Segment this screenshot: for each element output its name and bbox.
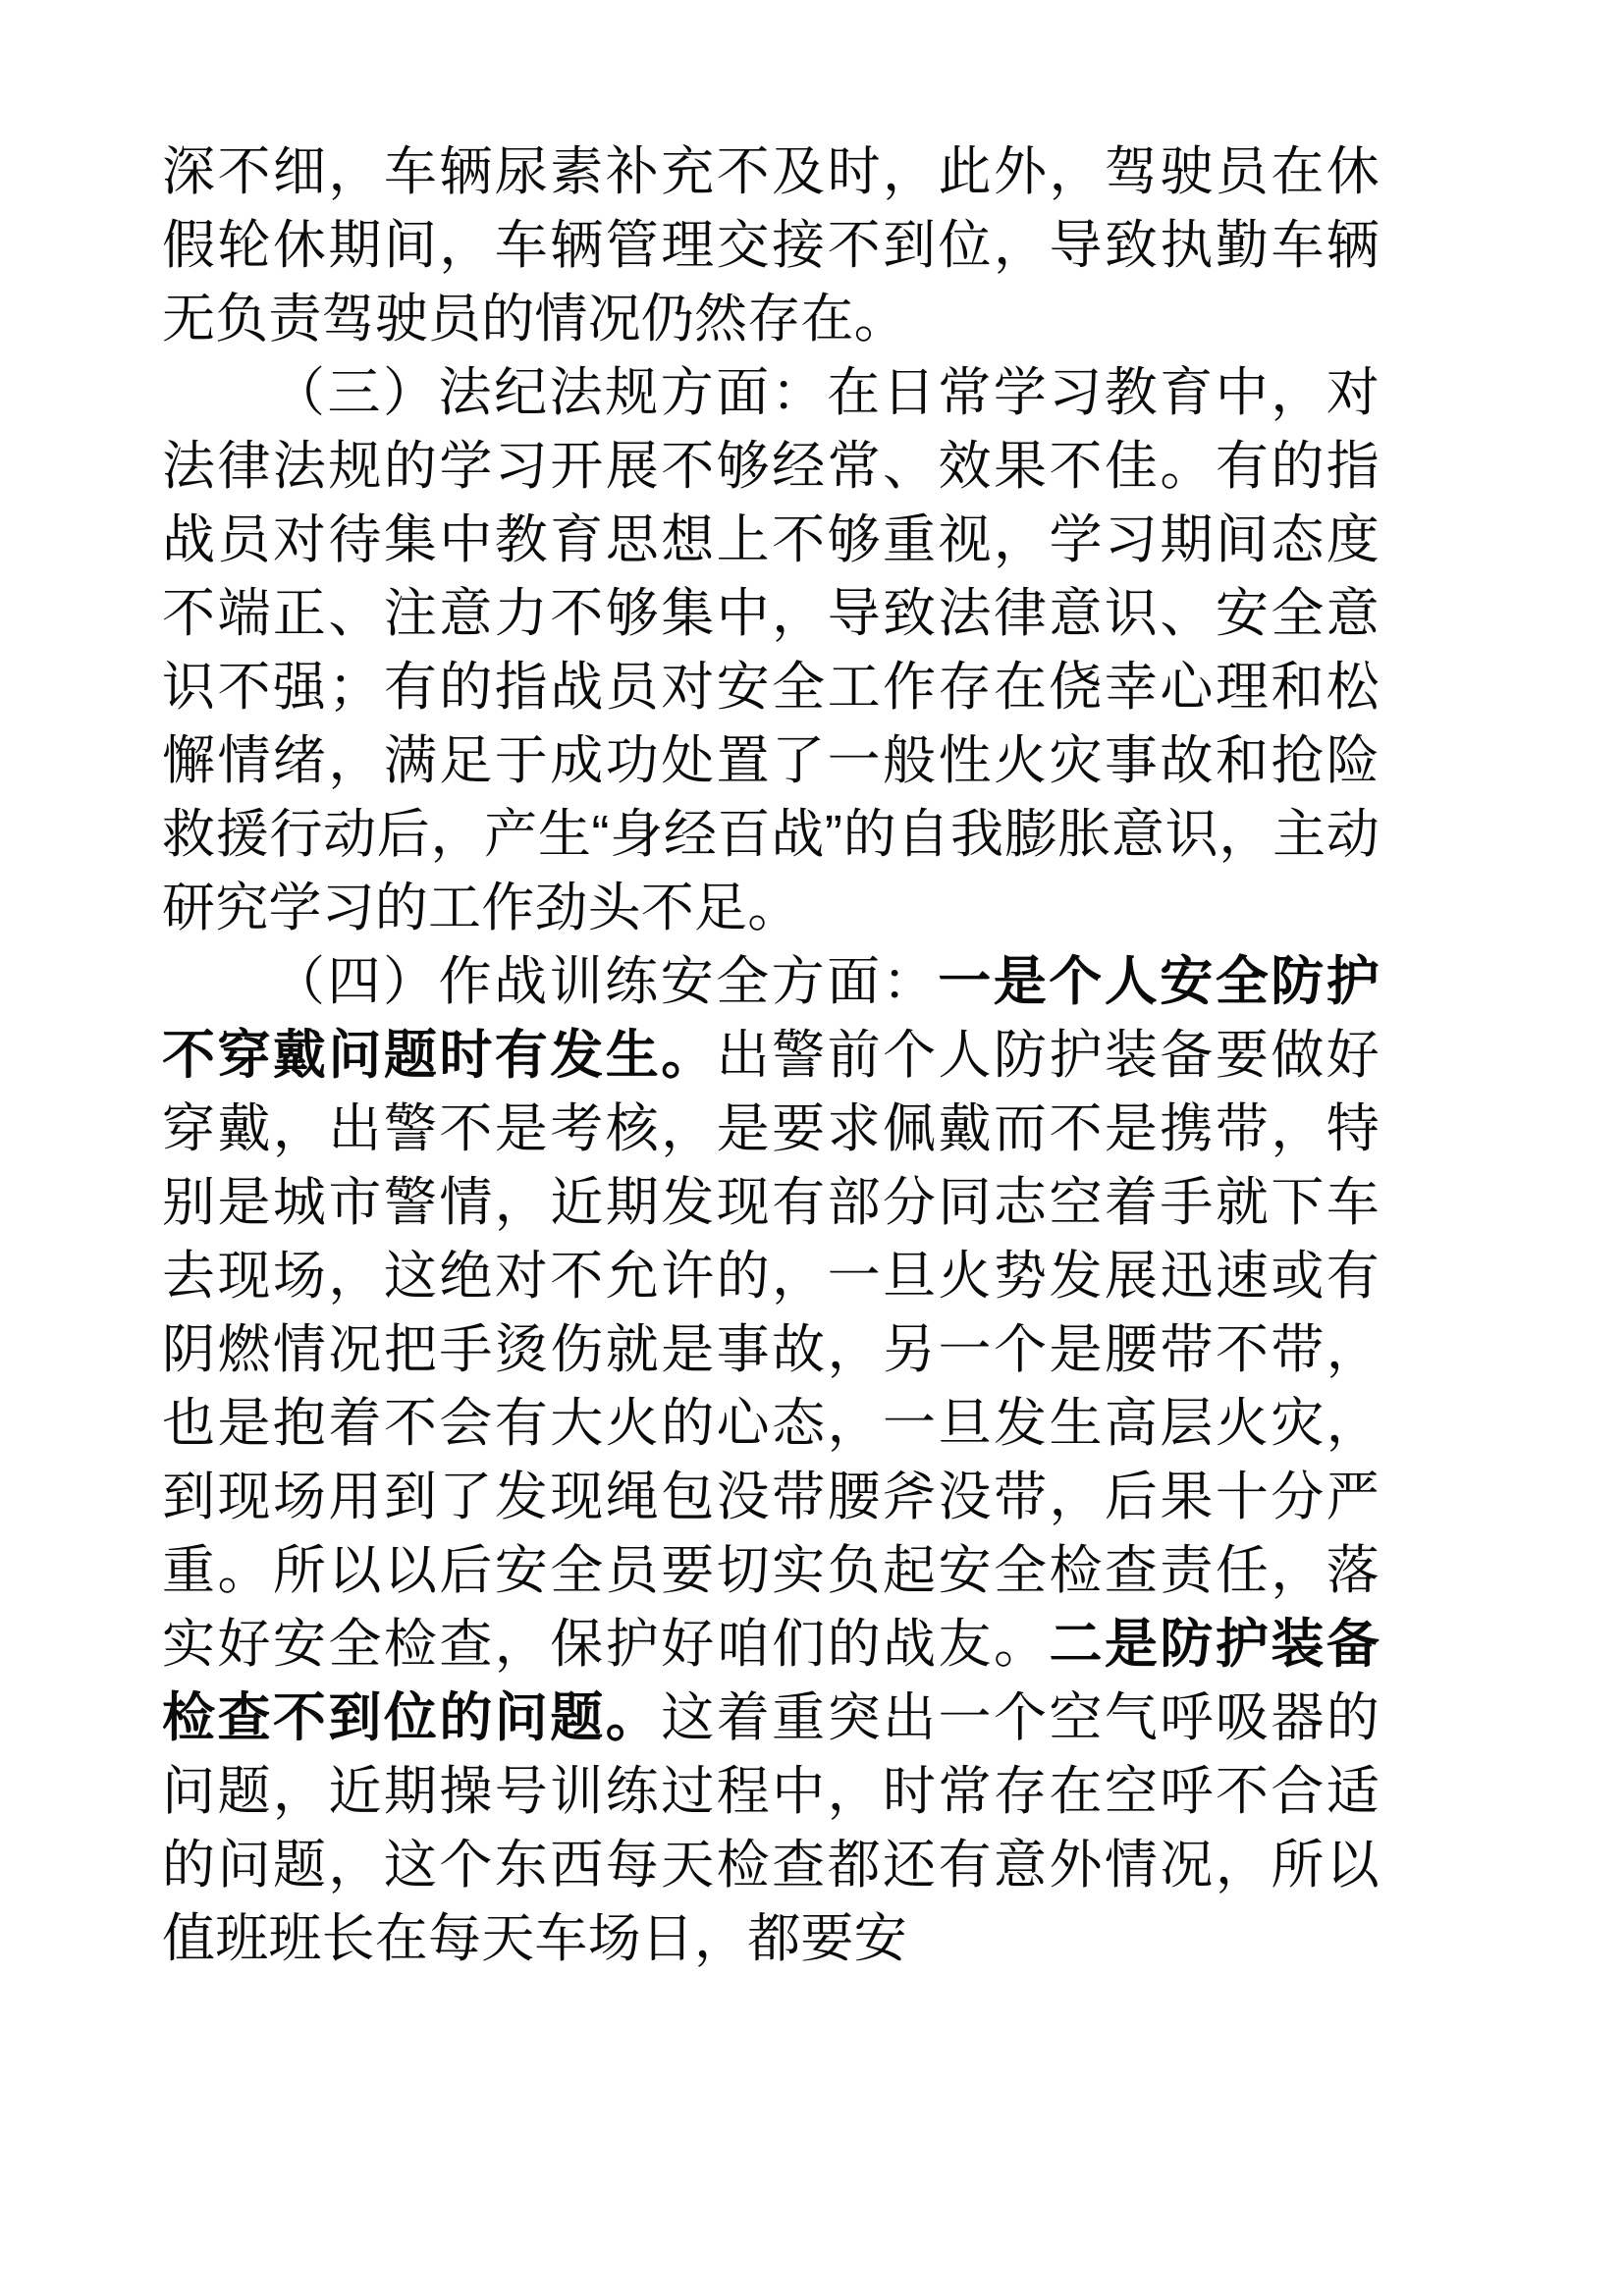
paragraph-three-law-discipline: [162, 356, 1380, 945]
text-run: （三）法纪法规方面：在日常学习教育中，对法律法规的学习开展不够经常、效果不佳。有的指战员对待集中教育思想上不够重视，学习期间态度不端正、注意力不够集中，导致法律意识、安全意识不强；有的指战员对安全工作存在侥幸心理和松懈情绪，满足于成功处置了一般性火灾事故和抢险救援行动后，产生“身经百战”的自我膨胀意识，主动研究学习的工作劲头不足。: [162, 363, 1380, 937]
text-run: 出警前个人防护装备要做好穿戴，出警不是考核，是要求佩戴而不是携带，特别是城市警情，近期发现有部分同志空着手就下车去现场，这绝对不允许的，一旦火势发展迅速或有阴燃情况把手烫伤就是事故，另一个是腰带不带，也是抱着不会有大火的心态，一旦发生高层火灾，到现场用到了发现绳包没带腰斧没带，后果十分严重。所以以后安全员要切实负起安全检查责任，落实好安全检查，保护好咱们的战友。: [162, 1026, 1380, 1674]
text-run-bold-item-two: 二是防护装备检查不到位的问题。: [162, 1615, 1380, 1747]
paragraph-four-combat-training-safety: [162, 945, 1380, 1976]
text-run-bold-item-one: 一是个人安全防护不穿戴问题时有发生。: [162, 952, 1380, 1085]
paragraph-vehicle-management: [162, 135, 1380, 356]
text-run: 深不细，车辆尿素补充不及时，此外，驾驶员在休假轮休期间，车辆管理交接不到位，导致执勤车辆无负责驾驶员的情况仍然存在。: [162, 142, 1380, 348]
text-run: （四）作战训练安全方面：: [272, 952, 939, 1011]
text-run: 这着重突出一个空气呼吸器的问题，近期操号训练过程中，时常存在空呼不合适的问题，这个东西每天检查都还有意外情况，所以值班班长在每天车场日，都要安: [162, 1688, 1380, 1968]
page-text-body: [162, 135, 1380, 1976]
